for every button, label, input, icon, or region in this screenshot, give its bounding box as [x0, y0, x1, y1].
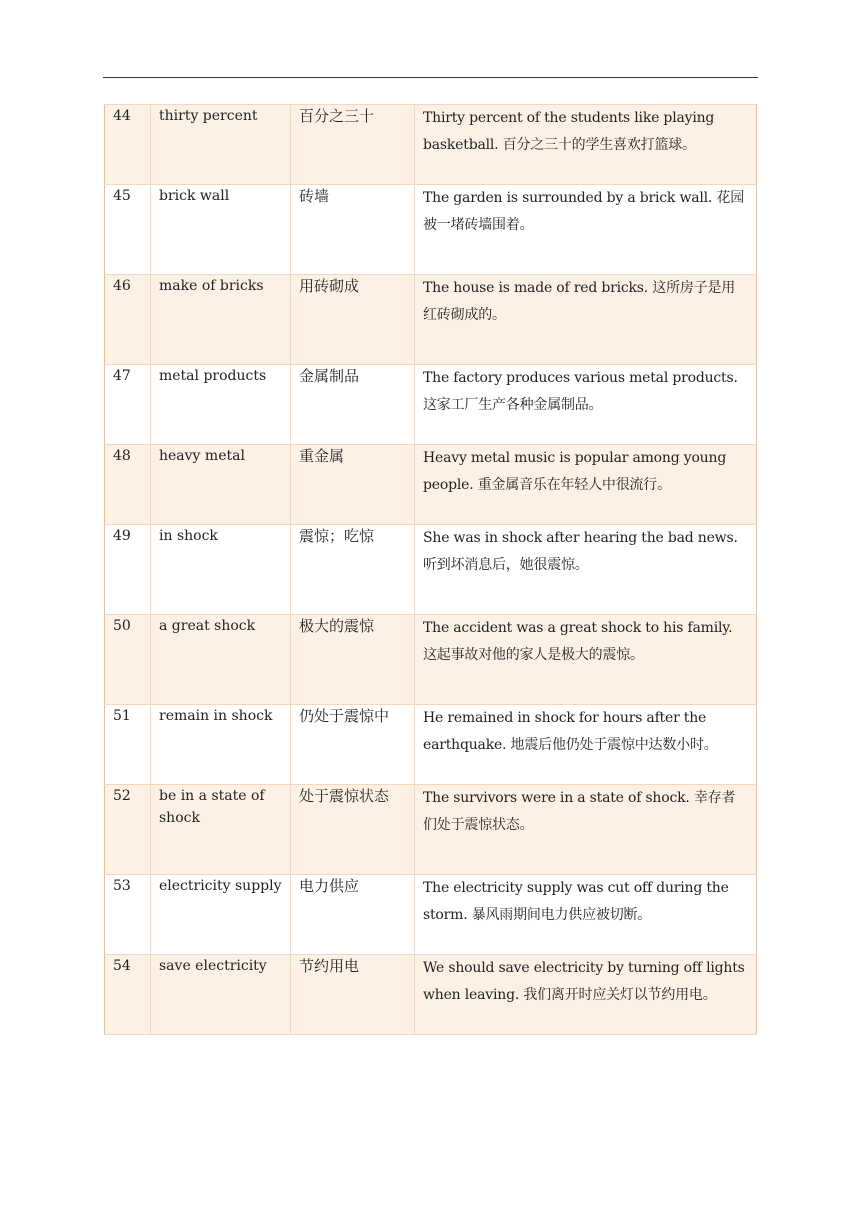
table-row: [105, 875, 757, 955]
row-number: 50: [105, 615, 151, 705]
table-row: [105, 185, 757, 275]
chinese-meaning: 百分之三十: [291, 105, 415, 185]
example-sentence: She was in shock after hearing the bad news. 听到坏消息后，她很震惊。: [415, 525, 757, 615]
chinese-meaning: 震惊；吃惊: [291, 525, 415, 615]
header-rule: [103, 77, 758, 78]
row-number: 46: [105, 275, 151, 365]
example-sentence: Heavy metal music is popular among young people. 重金属音乐在年轻人中很流行。: [415, 445, 757, 525]
chinese-meaning: 仍处于震惊中: [291, 705, 415, 785]
phrase: electricity supply: [151, 875, 291, 955]
table-row: [105, 365, 757, 445]
phrase: be in a state of shock: [151, 785, 291, 875]
table-row: [105, 105, 757, 185]
example-sentence: The house is made of red bricks. 这所房子是用红砖砌成的。: [415, 275, 757, 365]
table-row: [105, 615, 757, 705]
chinese-meaning: 金属制品: [291, 365, 415, 445]
phrase: save electricity: [151, 955, 291, 1035]
example-sentence: The survivors were in a state of shock. 幸存者们处于震惊状态。: [415, 785, 757, 875]
table-row: [105, 275, 757, 365]
table-row: [105, 445, 757, 525]
chinese-meaning: 节约用电: [291, 955, 415, 1035]
chinese-meaning: 极大的震惊: [291, 615, 415, 705]
chinese-meaning: 砖墙: [291, 185, 415, 275]
row-number: 52: [105, 785, 151, 875]
row-number: 48: [105, 445, 151, 525]
vocabulary-table: [104, 104, 757, 1035]
example-sentence: Thirty percent of the students like playing basketball. 百分之三十的学生喜欢打篮球。: [415, 105, 757, 185]
example-sentence: The accident was a great shock to his family. 这起事故对他的家人是极大的震惊。: [415, 615, 757, 705]
example-sentence: We should save electricity by turning off lights when leaving. 我们离开时应关灯以节约用电。: [415, 955, 757, 1035]
table-row: [105, 955, 757, 1035]
table-row: [105, 785, 757, 875]
phrase: metal products: [151, 365, 291, 445]
chinese-meaning: 用砖砌成: [291, 275, 415, 365]
phrase: remain in shock: [151, 705, 291, 785]
table-row: [105, 525, 757, 615]
row-number: 51: [105, 705, 151, 785]
chinese-meaning: 电力供应: [291, 875, 415, 955]
example-sentence: The factory produces various metal products. 这家工厂生产各种金属制品。: [415, 365, 757, 445]
phrase: make of bricks: [151, 275, 291, 365]
example-sentence: The electricity supply was cut off during the storm. 暴风雨期间电力供应被切断。: [415, 875, 757, 955]
row-number: 53: [105, 875, 151, 955]
table-row: [105, 705, 757, 785]
row-number: 49: [105, 525, 151, 615]
row-number: 45: [105, 185, 151, 275]
phrase: brick wall: [151, 185, 291, 275]
row-number: 54: [105, 955, 151, 1035]
row-number: 47: [105, 365, 151, 445]
row-number: 44: [105, 105, 151, 185]
phrase: thirty percent: [151, 105, 291, 185]
phrase: a great shock: [151, 615, 291, 705]
example-sentence: He remained in shock for hours after the earthquake. 地震后他仍处于震惊中达数小时。: [415, 705, 757, 785]
chinese-meaning: 重金属: [291, 445, 415, 525]
example-sentence: The garden is surrounded by a brick wall. 花园被一堵砖墙围着。: [415, 185, 757, 275]
phrase: in shock: [151, 525, 291, 615]
chinese-meaning: 处于震惊状态: [291, 785, 415, 875]
phrase: heavy metal: [151, 445, 291, 525]
